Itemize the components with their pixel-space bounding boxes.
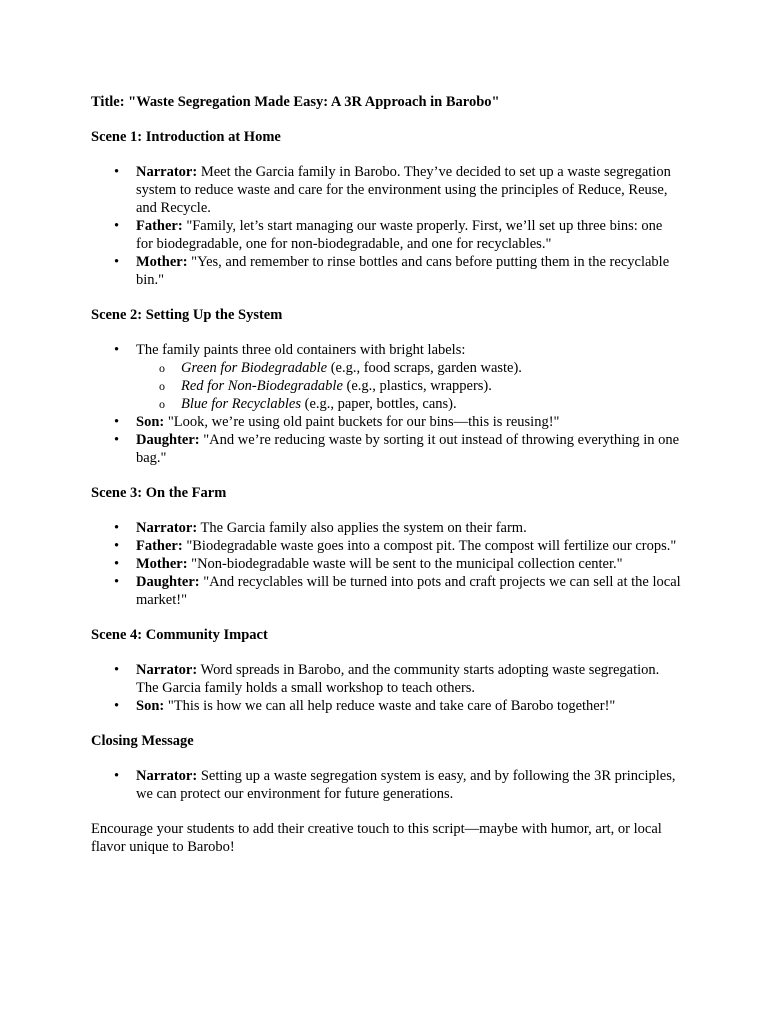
speaker-label: Narrator: (136, 164, 198, 180)
speaker-label: Mother: (136, 556, 188, 572)
speaker-label: Narrator: (136, 768, 198, 784)
intro-text: The family paints three old containers with bright labels: (136, 342, 466, 358)
document-page (91, 93, 681, 856)
list-item (91, 555, 681, 573)
list-item (91, 163, 681, 217)
scene-4-list (91, 661, 681, 715)
list-item (91, 767, 681, 803)
bin-description: (e.g., paper, bottles, cans). (300, 396, 457, 412)
list-item (91, 413, 681, 431)
dialogue-text: "This is how we can all help reduce waste and take care of Barobo together!" (164, 698, 616, 714)
document-title: Title: "Waste Segregation Made Easy: A 3R Approach in Barobo" (91, 94, 500, 110)
speaker-label: Father: (136, 218, 183, 234)
bin-description: (e.g., plastics, wrappers). (342, 378, 492, 394)
speaker-label: Mother: (136, 254, 188, 270)
speaker-label: Father: (136, 538, 183, 554)
bin-description: (e.g., food scraps, garden waste). (327, 360, 522, 376)
list-item (91, 341, 681, 413)
closing-heading: Closing Message (91, 733, 194, 749)
dialogue-text: Word spreads in Barobo, and the community starts adopting waste segregation. The Garcia family holds a small workshop to teach others. (136, 662, 660, 696)
list-item (91, 661, 681, 697)
speaker-label: Son: (136, 698, 165, 714)
speaker-label: Daughter: (136, 574, 200, 590)
dialogue-text: Meet the Garcia family in Barobo. They’ve decided to set up a waste segregation system to reduce waste and care for the environment using the principles of Reduce, Reuse, and Recycle. (136, 164, 671, 216)
closing-paragraph: Encourage your students to add their creative touch to this script—maybe with humor, art, or local flavor unique to Barobo! (91, 821, 662, 855)
container-label-list (136, 359, 681, 413)
sub-list-item (136, 377, 681, 395)
dialogue-text: "Biodegradable waste goes into a compost pit. The compost will fertilize our crops." (182, 538, 677, 554)
dialogue-text: "Yes, and remember to rinse bottles and cans before putting them in the recyclable bin." (136, 254, 670, 288)
scene-4-heading: Scene 4: Community Impact (91, 627, 268, 643)
sub-list-item (136, 359, 681, 377)
scene-2-heading: Scene 2: Setting Up the System (91, 307, 283, 323)
scene-3-list (91, 519, 681, 609)
scene-2-list (91, 341, 681, 467)
dialogue-text: Setting up a waste segregation system is easy, and by following the 3R principles, we can protect our environment for future generations. (136, 768, 676, 802)
list-item (91, 253, 681, 289)
list-item (91, 431, 681, 467)
dialogue-text: "And recyclables will be turned into pots and craft projects we can sell at the local market!" (136, 574, 681, 608)
list-item (91, 217, 681, 253)
bin-label: Blue for Recyclables (181, 396, 301, 412)
dialogue-text: "Non-biodegradable waste will be sent to the municipal collection center." (187, 556, 623, 572)
speaker-label: Narrator: (136, 520, 198, 536)
speaker-label: Son: (136, 414, 165, 430)
bin-label: Red for Non-Biodegradable (181, 378, 343, 394)
sub-list-item (136, 395, 681, 413)
scene-3-heading: Scene 3: On the Farm (91, 485, 227, 501)
list-item (91, 519, 681, 537)
list-item (91, 537, 681, 555)
scene-1-heading: Scene 1: Introduction at Home (91, 129, 281, 145)
list-item (91, 697, 681, 715)
dialogue-text: The Garcia family also applies the system on their farm. (197, 520, 527, 536)
dialogue-text: "And we’re reducing waste by sorting it out instead of throwing everything in one bag." (136, 432, 680, 466)
list-item (91, 573, 681, 609)
scene-1-list (91, 163, 681, 289)
closing-list (91, 767, 681, 803)
dialogue-text: "Look, we’re using old paint buckets for our bins—this is reusing!" (164, 414, 560, 430)
speaker-label: Narrator: (136, 662, 198, 678)
speaker-label: Daughter: (136, 432, 200, 448)
dialogue-text: "Family, let’s start managing our waste properly. First, we’ll set up three bins: one for biodegradable, one for non-biodegradable, and one for recyclables." (136, 218, 663, 252)
bin-label: Green for Biodegradable (181, 360, 328, 376)
